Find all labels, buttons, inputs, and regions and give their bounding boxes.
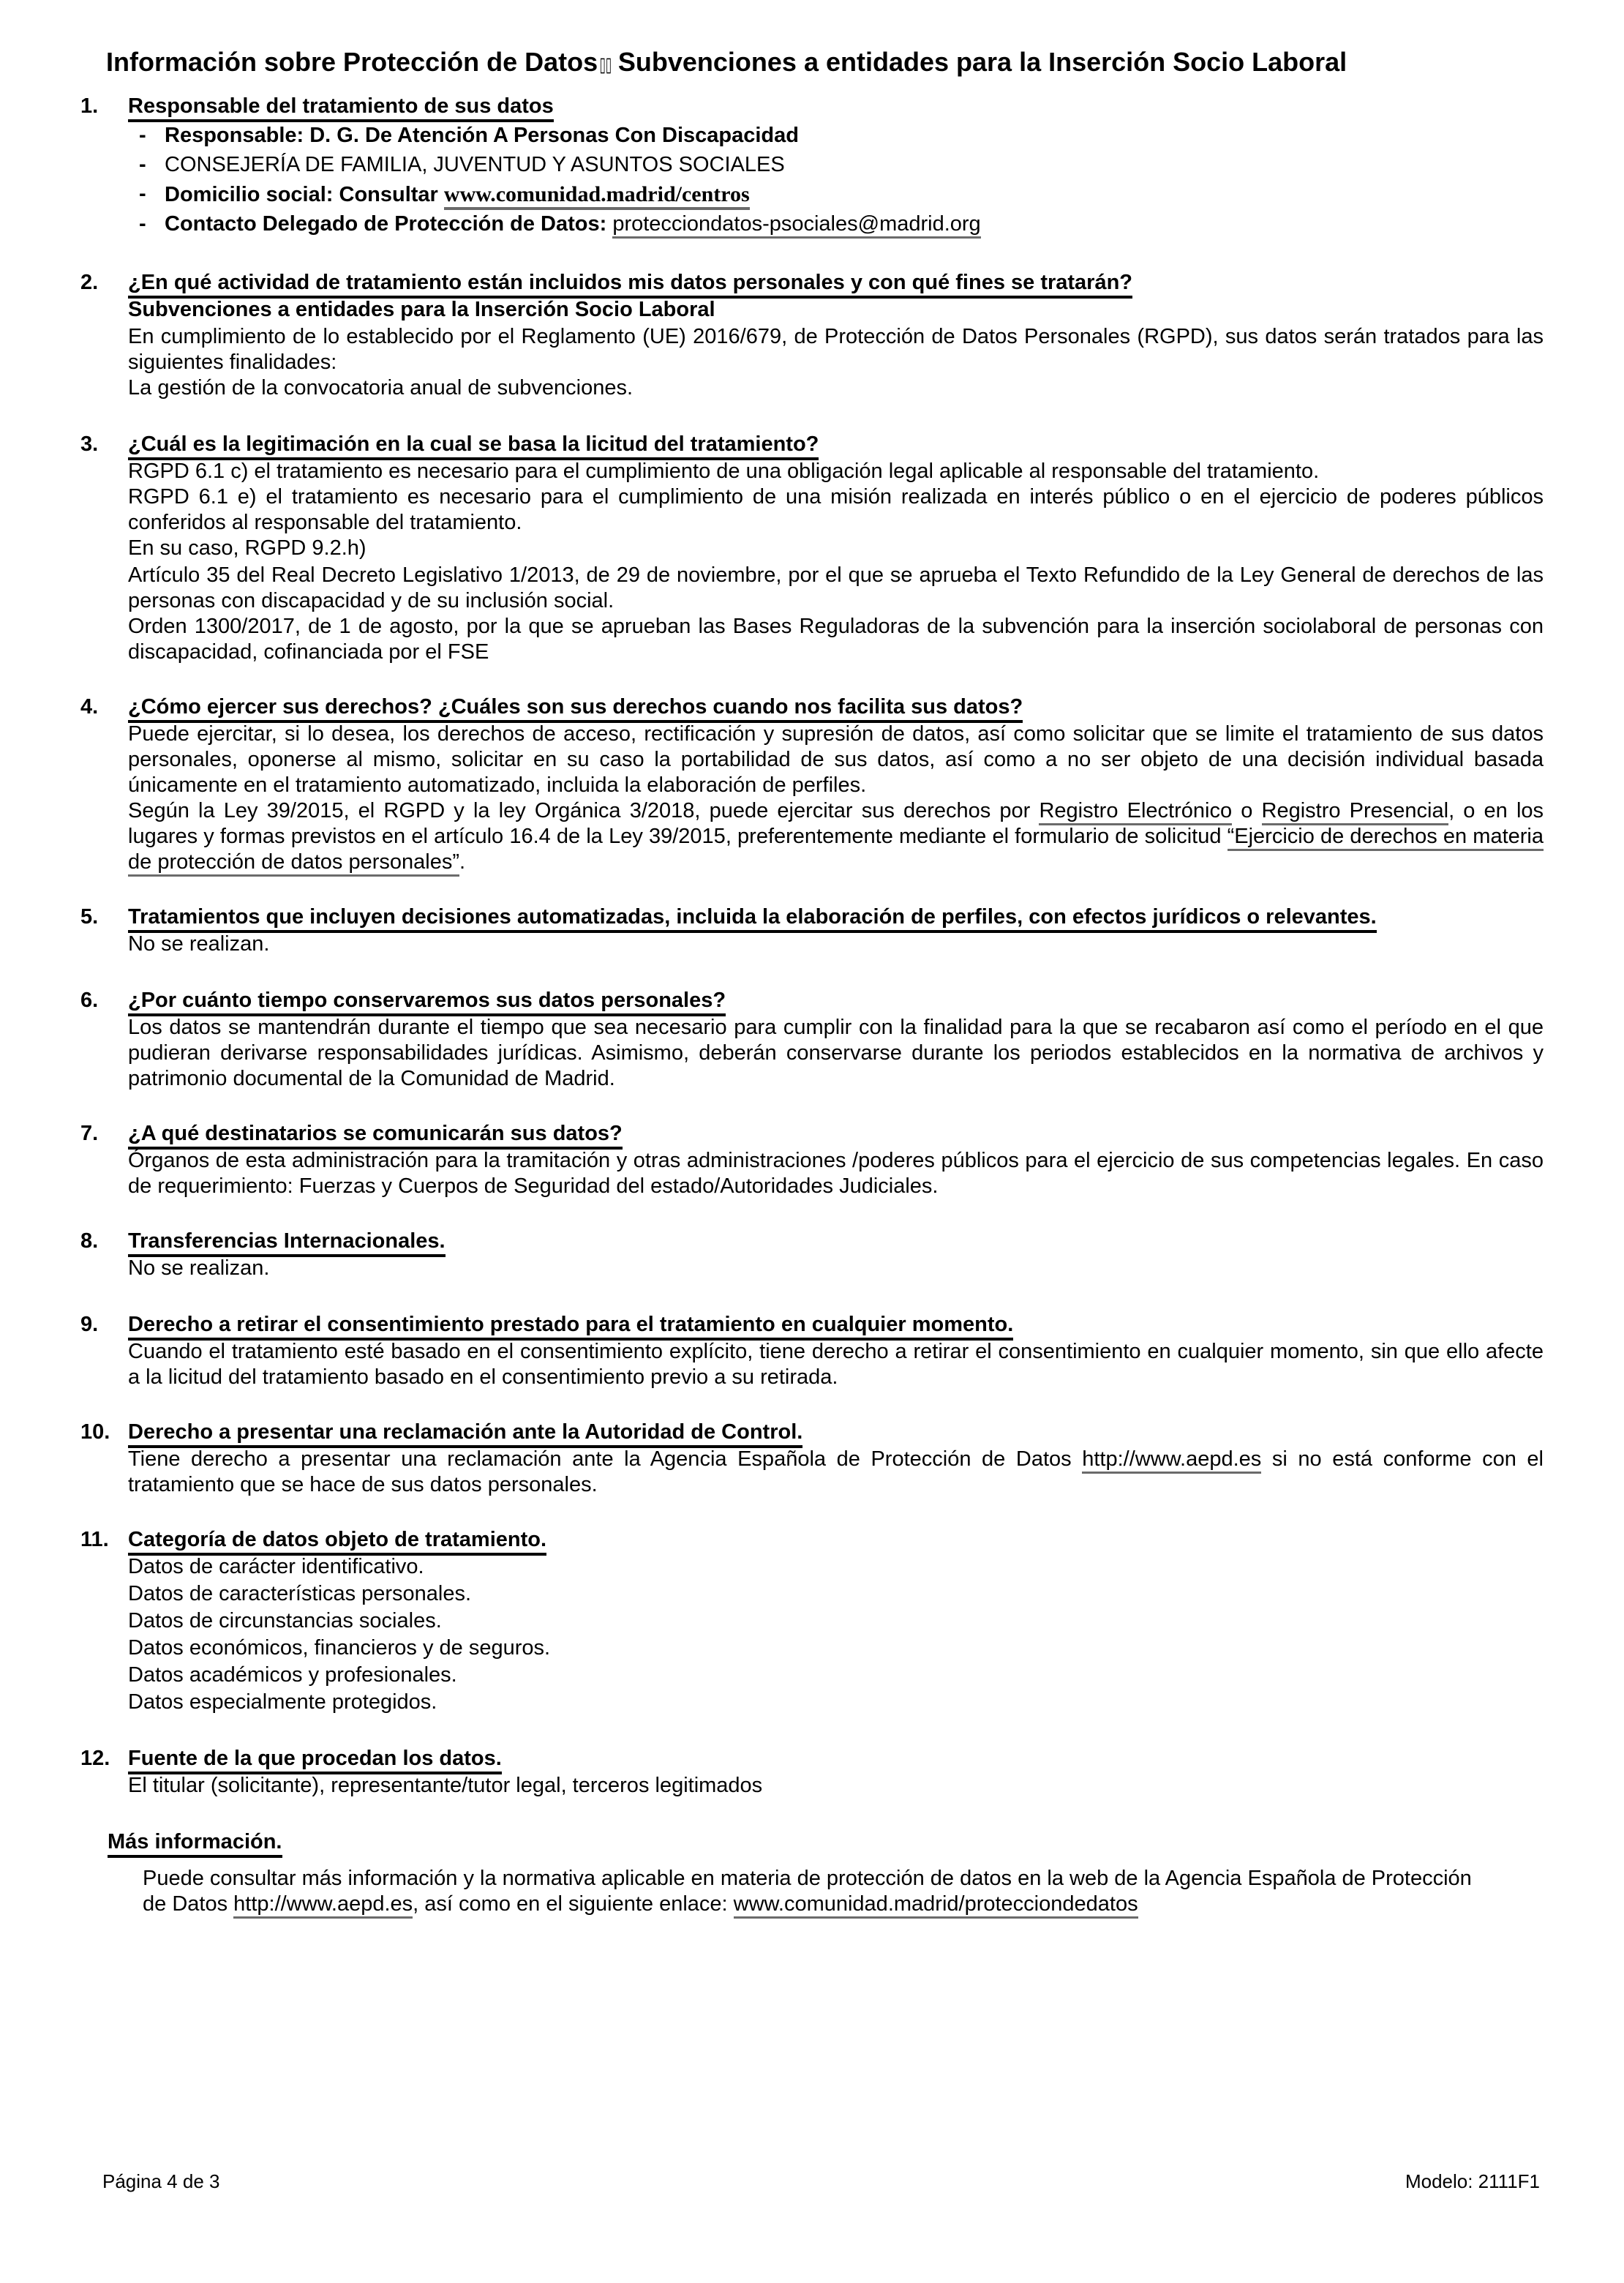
- registro-electronico-link[interactable]: Registro Electrónico: [1039, 799, 1232, 825]
- section-heading: Tratamientos que incluyen decisiones automatizadas, incluida la elaboración de perfiles, con efectos jurídicos o relevantes.: [128, 905, 1377, 933]
- section-body: [128, 432, 1544, 665]
- more-info-section: [108, 1829, 1544, 1917]
- section-heading: ¿Cuál es la legitimación en la cual se basa la licitud del tratamiento?: [128, 432, 819, 460]
- text-segment: CONSEJERÍA DE FAMILIA, JUVENTUD Y ASUNTOS SOCIALES: [165, 153, 785, 176]
- section-body: [128, 94, 1544, 241]
- text-segment: .: [459, 850, 466, 874]
- text-segment: , o en los lugares y formas previstos en el artículo 16.4 de la Ley 39/2015, preferentemente mediante el formulario de solicitud: [128, 799, 1544, 848]
- section-number: 2.: [80, 271, 99, 294]
- title-text-2: Subvenciones a entidades para la Inserción Socio Laboral: [617, 47, 1347, 77]
- section-heading-line: [128, 988, 1544, 1013]
- section-number: 9.: [80, 1313, 99, 1336]
- text-segment: Datos especialmente protegidos.: [128, 1690, 437, 1714]
- section: [80, 904, 1544, 959]
- paragraph: [128, 931, 1544, 957]
- section-number: 6.: [80, 989, 99, 1012]
- bullet-item: [139, 123, 1544, 149]
- section: [80, 1527, 1544, 1717]
- section-body: [128, 904, 1544, 959]
- section-heading-line: [128, 1229, 1544, 1254]
- text-segment: En cumplimiento de lo establecido por el Reglamento (UE) 2016/679, de Protección de Datos Personales (RGPD), sus datos serán tratados para las siguientes finalidades:: [128, 325, 1544, 374]
- text-segment: Artículo 35 del Real Decreto Legislativo 1/2013, de 29 de noviembre, por el que se aprueba el Texto Refundido de la Ley General de derechos de las personas con discapacidad y de su inclusión social.: [128, 563, 1544, 612]
- section: [80, 694, 1544, 875]
- text-segment: o: [1232, 799, 1262, 822]
- section-number: 11.: [80, 1528, 109, 1551]
- text-segment: RGPD 6.1 c) el tratamiento es necesario para el cumplimiento de una obligación legal aplicable al responsable del tratamiento.: [128, 460, 1320, 483]
- section-heading-line: [128, 1420, 1544, 1445]
- paragraph: [128, 459, 1544, 484]
- text-segment: RGPD 6.1 e) el tratamiento es necesario para el cumplimiento de una misión realizada en interés público o en el ejercicio de poderes públicos conferidos al responsable del tratamiento.: [128, 485, 1544, 534]
- section-number: 12.: [80, 1747, 110, 1770]
- section-body: [128, 1229, 1544, 1283]
- bullet-dash-icon: -: [139, 212, 146, 236]
- text-segment: Los datos se mantendrán durante el tiempo que sea necesario para cumplir con la finalidad para la que se recabaron así como el período en el que pudieran derivarse responsabilidades jurídicas. Asimismo, deberán conservarse durante los periodos establecidos en la normativa de archivos y patrimonio documental de la Comunidad de Madrid.: [128, 1016, 1544, 1090]
- text-segment: Datos de carácter identificativo.: [128, 1555, 424, 1578]
- sections-list: [80, 94, 1544, 1800]
- more-info-heading: Más información.: [108, 1830, 282, 1858]
- section-heading: ¿En qué actividad de tratamiento están incluidos mis datos personales y con qué fines se tratarán?: [128, 271, 1132, 299]
- paragraph: [128, 798, 1544, 875]
- section-heading-line: [128, 694, 1544, 720]
- section-heading-line: [128, 94, 1544, 119]
- text-segment: Domicilio social: Consultar: [165, 183, 444, 206]
- section-body: [128, 270, 1544, 402]
- section-heading-line: [128, 270, 1544, 296]
- paragraph: [128, 1015, 1544, 1092]
- section: [80, 1312, 1544, 1390]
- section-heading-line: [128, 1312, 1544, 1338]
- page-footer: [102, 2170, 1540, 2193]
- section: [80, 1746, 1544, 1800]
- text-segment: Datos económicos, financieros y de seguros.: [128, 1636, 551, 1660]
- section-number: 4.: [80, 695, 99, 719]
- text-segment: , así como en el siguiente enlace:: [413, 1892, 734, 1916]
- text-segment: Puede ejercitar, si lo desea, los derechos de acceso, rectificación y supresión de datos, así como solicitar que se limite el tratamiento de sus datos personales, oponerse al mismo, solicitar en su caso la portabilidad de sus datos, así como a no ser objeto de una decisión individual basada únicamente en el tratamiento automatizado, incluida la elaboración de perfiles.: [128, 722, 1544, 797]
- paragraph: [128, 1554, 1544, 1580]
- paragraph: [128, 536, 1544, 561]
- registro-presencial-link[interactable]: Registro Presencial: [1262, 799, 1449, 825]
- aepd-link[interactable]: http://www.aepd.es: [1082, 1447, 1261, 1474]
- footer-model-number: Modelo: 2111F1: [1405, 2170, 1540, 2192]
- section-heading-line: [128, 1121, 1544, 1147]
- section: [80, 988, 1544, 1092]
- comunidad-madrid-centros-link[interactable]: www.comunidad.madrid/centros: [444, 182, 750, 210]
- text-segment: Datos de circunstancias sociales.: [128, 1609, 442, 1632]
- paragraph: [128, 1690, 1544, 1715]
- section: [80, 1229, 1544, 1283]
- text-segment: Orden 1300/2017, de 1 de agosto, por la que se aprueban las Bases Reguladoras de la subvención para la inserción sociolaboral de personas con discapacidad, cofinanciada por el FSE: [128, 615, 1544, 664]
- section-heading: ¿Cómo ejercer sus derechos? ¿Cuáles son sus derechos cuando nos facilita sus datos?: [128, 695, 1023, 723]
- paragraph: [128, 1148, 1544, 1199]
- paragraph: [128, 1608, 1544, 1634]
- bullet-text: [165, 123, 799, 149]
- section-heading-line: [128, 904, 1544, 930]
- text-segment: El titular (solicitante), representante/tutor legal, terceros legitimados: [128, 1774, 763, 1797]
- text-segment: En su caso, RGPD 9.2.h): [128, 536, 366, 560]
- section-number: 7.: [80, 1122, 99, 1145]
- section-number: 10.: [80, 1420, 110, 1444]
- title-text-1: Información sobre Protección de Datos: [106, 47, 598, 77]
- paragraph: [128, 297, 1544, 323]
- section: [80, 1420, 1544, 1498]
- text-segment: Según la Ley 39/2015, el RGPD y la ley Orgánica 3/2018, puede ejercitar sus derechos por: [128, 799, 1040, 822]
- section-heading: ¿Por cuánto tiempo conservaremos sus datos personales?: [128, 989, 726, 1016]
- section-heading-line: [128, 1746, 1544, 1772]
- text-segment: Responsable: D. G. De Atención A Personas Con Discapacidad: [165, 124, 799, 147]
- paragraph: [128, 1773, 1544, 1799]
- paragraph: [128, 614, 1544, 665]
- section-body: [128, 1527, 1544, 1717]
- section-body: [128, 694, 1544, 875]
- section-number: 8.: [80, 1229, 99, 1253]
- aepd-link[interactable]: http://www.aepd.es: [233, 1892, 413, 1919]
- section-heading-line: [128, 1527, 1544, 1553]
- paragraph: [128, 563, 1544, 614]
- text-segment: La gestión de la convocatoria anual de subvenciones.: [128, 376, 634, 400]
- section-number: 3.: [80, 432, 99, 456]
- text-segment: Datos académicos y profesionales.: [128, 1663, 457, 1687]
- ejercicio-derechos-link[interactable]: “Ejercicio de derechos en materia de protección de datos personales”: [128, 825, 1544, 877]
- text-segment: Puede consultar más información y la normativa aplicable en materia de protección de datos en la web de la Agencia Española de Protección de Datos: [143, 1867, 1472, 1916]
- text-segment: No se realizan.: [128, 932, 270, 956]
- section-heading: Responsable del tratamiento de sus datos: [128, 94, 554, 122]
- section-body: [128, 1312, 1544, 1390]
- paragraph: [128, 324, 1544, 375]
- page-title: [106, 45, 1544, 82]
- section-heading-line: [128, 432, 1544, 457]
- paragraph: [128, 1339, 1544, 1390]
- section-body: [128, 1420, 1544, 1498]
- section: [80, 1121, 1544, 1199]
- more-info-paragraph: [143, 1866, 1485, 1917]
- paragraph: [128, 721, 1544, 798]
- section-body: [128, 1121, 1544, 1199]
- bullet-item: [139, 152, 1544, 178]
- bullet-item: [139, 211, 1544, 237]
- text-segment: Datos de características personales.: [128, 1582, 472, 1605]
- text-segment: Tiene derecho a presentar una reclamación ante la Agencia Española de Protección de Datos: [128, 1447, 1083, 1471]
- missing-glyph-icon: ▯▯: [599, 53, 612, 76]
- section-heading: Derecho a retirar el consentimiento prestado para el tratamiento en cualquier momento.: [128, 1313, 1013, 1341]
- more-info-heading-line: [108, 1829, 1544, 1855]
- bullet-text: [165, 152, 785, 178]
- bullet-dash-icon: -: [139, 124, 146, 147]
- section-body: [128, 988, 1544, 1092]
- section: [80, 432, 1544, 665]
- text-segment: Cuando el tratamiento esté basado en el consentimiento explícito, tiene derecho a retirar el consentimiento en cualquier momento, sin que ello afecte a la licitud del tratamiento basado en el consentimiento previo a su retirada.: [128, 1340, 1544, 1389]
- section-heading: Categoría de datos objeto de tratamiento.: [128, 1528, 546, 1556]
- bullet-text: [165, 181, 750, 208]
- section: [80, 270, 1544, 402]
- section-number: 5.: [80, 905, 99, 929]
- paragraph: [128, 484, 1544, 536]
- section-heading: ¿A qué destinatarios se comunicarán sus datos?: [128, 1122, 623, 1150]
- section-heading: Fuente de la que procedan los datos.: [128, 1747, 502, 1774]
- dpd-email-link[interactable]: protecciondatos-psociales@madrid.org: [612, 212, 980, 239]
- bullet-dash-icon: -: [139, 182, 146, 206]
- section-heading: Transferencias Internacionales.: [128, 1229, 446, 1257]
- comunidad-madrid-protecciondedatos-link[interactable]: www.comunidad.madrid/protecciondedatos: [734, 1892, 1138, 1919]
- paragraph: [128, 1256, 1544, 1281]
- text-segment: Subvenciones a entidades para la Inserción Socio Laboral: [128, 298, 715, 321]
- section: [80, 94, 1544, 241]
- bullet-dash-icon: -: [139, 153, 146, 176]
- text-segment: si no está conforme con el tratamiento que se hace de sus datos personales.: [128, 1447, 1544, 1496]
- footer-page-number: Página 4 de 3: [102, 2170, 220, 2192]
- section-body: [128, 1746, 1544, 1800]
- text-segment: Órganos de esta administración para la tramitación y otras administraciones /poderes públicos para el ejercicio de sus competencias legales. En caso de requerimiento: Fuerzas y Cuerpos de Seguridad del estado/Autoridades Judiciales.: [128, 1149, 1544, 1198]
- paragraph: [128, 1662, 1544, 1688]
- paragraph: [128, 1635, 1544, 1661]
- paragraph: [128, 1581, 1544, 1607]
- bullet-text: [165, 211, 981, 237]
- text-segment: Contacto Delegado de Protección de Datos:: [165, 212, 613, 236]
- paragraph: [128, 375, 1544, 401]
- paragraph: [128, 1447, 1544, 1498]
- text-segment: No se realizan.: [128, 1256, 270, 1280]
- bullet-item: [139, 181, 1544, 208]
- section-heading: Derecho a presentar una reclamación ante la Autoridad de Control.: [128, 1420, 802, 1448]
- section-number: 1.: [80, 94, 99, 118]
